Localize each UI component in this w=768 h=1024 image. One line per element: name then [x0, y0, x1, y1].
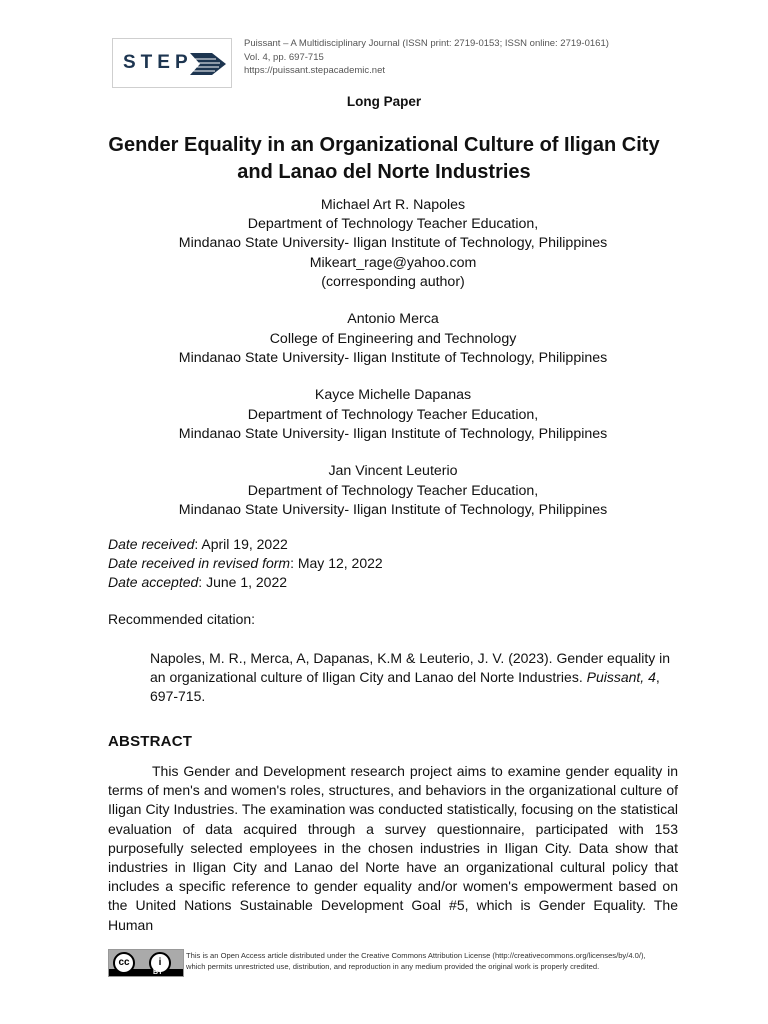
journal-logo [112, 38, 232, 88]
journal-meta [244, 37, 609, 78]
date-accepted [108, 573, 383, 592]
paper-type: Long Paper [346, 94, 422, 109]
citation-pages: , 697-715. [150, 669, 660, 704]
date-revised [108, 554, 383, 573]
volume-line: Vol. 4, pp. 697-715 [244, 51, 324, 63]
author-institution: Mindanao State University- Iligan Institute of Technology, Philippines [178, 425, 608, 442]
cc-icon: cc [113, 952, 135, 974]
license-notice [186, 950, 706, 972]
title-line-1: Gender Equality in an Organizational Culture of Iligan City [108, 134, 660, 156]
citation-main: Napoles, M. R., Merca, A, Dapanas, K.M & Leuterio, J. V. (2023). Gender equality in an organizational culture of Iligan City and Lanao del Norte Industries. [150, 650, 671, 685]
author-block [0, 462, 768, 520]
abstract-heading: ABSTRACT [108, 733, 193, 750]
date-accepted-value: : June 1, 2022 [198, 574, 288, 590]
citation-journal: Puissant, 4 [586, 669, 656, 685]
journal-url: https://puissant.stepacademic.net [244, 65, 385, 76]
authors [0, 196, 768, 538]
author-department: College of Engineering and Technology [269, 330, 517, 347]
citation-label: Recommended citation: [108, 611, 256, 627]
author-institution: Mindanao State University- Iligan Institute of Technology, Philippines [178, 235, 608, 252]
author-department: Department of Technology Teacher Education, [247, 482, 539, 499]
author-institution: Mindanao State University- Iligan Institute of Technology, Philippines [178, 501, 608, 518]
author-email: Mikeart_rage@yahoo.com [309, 254, 477, 271]
citation-text [150, 649, 675, 706]
author-department: Department of Technology Teacher Education, [247, 216, 539, 233]
abstract-text: This Gender and Development research project aims to examine gender equality in terms of men's and women's roles, structures, and behaviors in the organizational culture of Iligan City Industries. The examination was conducted statistically, focusing on the statistical evaluation of data acquired through a survey questionnaire, participated with 153 purposefully selected employees in the chosen industries in Iligan City. Data show that industries in Iligan City and Lanao del Norte have an organizational cultural policy that includes a specific reference to gender equality and/or women's empowerment based on the United Nations Sustainable Development Goal #5, which is Gender Equality. The Human [108, 763, 678, 933]
journal-line: Puissant – A Multidisciplinary Journal (ISSN print: 2719-0153; ISSN online: 2719-0161) [244, 38, 609, 49]
logo-arrow-icon [190, 51, 228, 77]
author-institution: Mindanao State University- Iligan Institute of Technology, Philippines [178, 349, 608, 366]
cc-by-badge [108, 949, 184, 977]
dates [108, 535, 383, 592]
date-revised-label: Date received in revised form [108, 555, 291, 571]
author-block [0, 310, 768, 368]
paper-title [84, 132, 684, 186]
corresponding-note: (corresponding author) [321, 273, 465, 290]
by-label: BY [153, 969, 163, 976]
author-name: Kayce Michelle Dapanas [314, 387, 472, 404]
license-line-2: which permits unrestricted use, distribution, and reproduction in any medium provided the original work is properly credited. [186, 962, 600, 971]
author-department: Department of Technology Teacher Education, [247, 406, 539, 423]
date-received [108, 535, 383, 554]
author-name: Antonio Merca [347, 311, 439, 328]
date-accepted-label: Date accepted [108, 574, 199, 590]
title-line-2: and Lanao del Norte Industries [237, 161, 531, 183]
by-person-icon: i [149, 952, 171, 974]
date-received-label: Date received [108, 536, 195, 552]
date-revised-value: : May 12, 2022 [290, 555, 383, 571]
author-block [0, 386, 768, 444]
logo-text: STEP [123, 52, 193, 73]
author-name: Michael Art R. Napoles [320, 197, 466, 213]
license-line-1: This is an Open Access article distributed under the Creative Commons Attribution License (http://creativecommons.org/licenses/by/4.0/), [186, 951, 646, 960]
author-block [0, 196, 768, 292]
author-name: Jan Vincent Leuterio [328, 463, 458, 480]
date-received-value: : April 19, 2022 [194, 536, 288, 552]
